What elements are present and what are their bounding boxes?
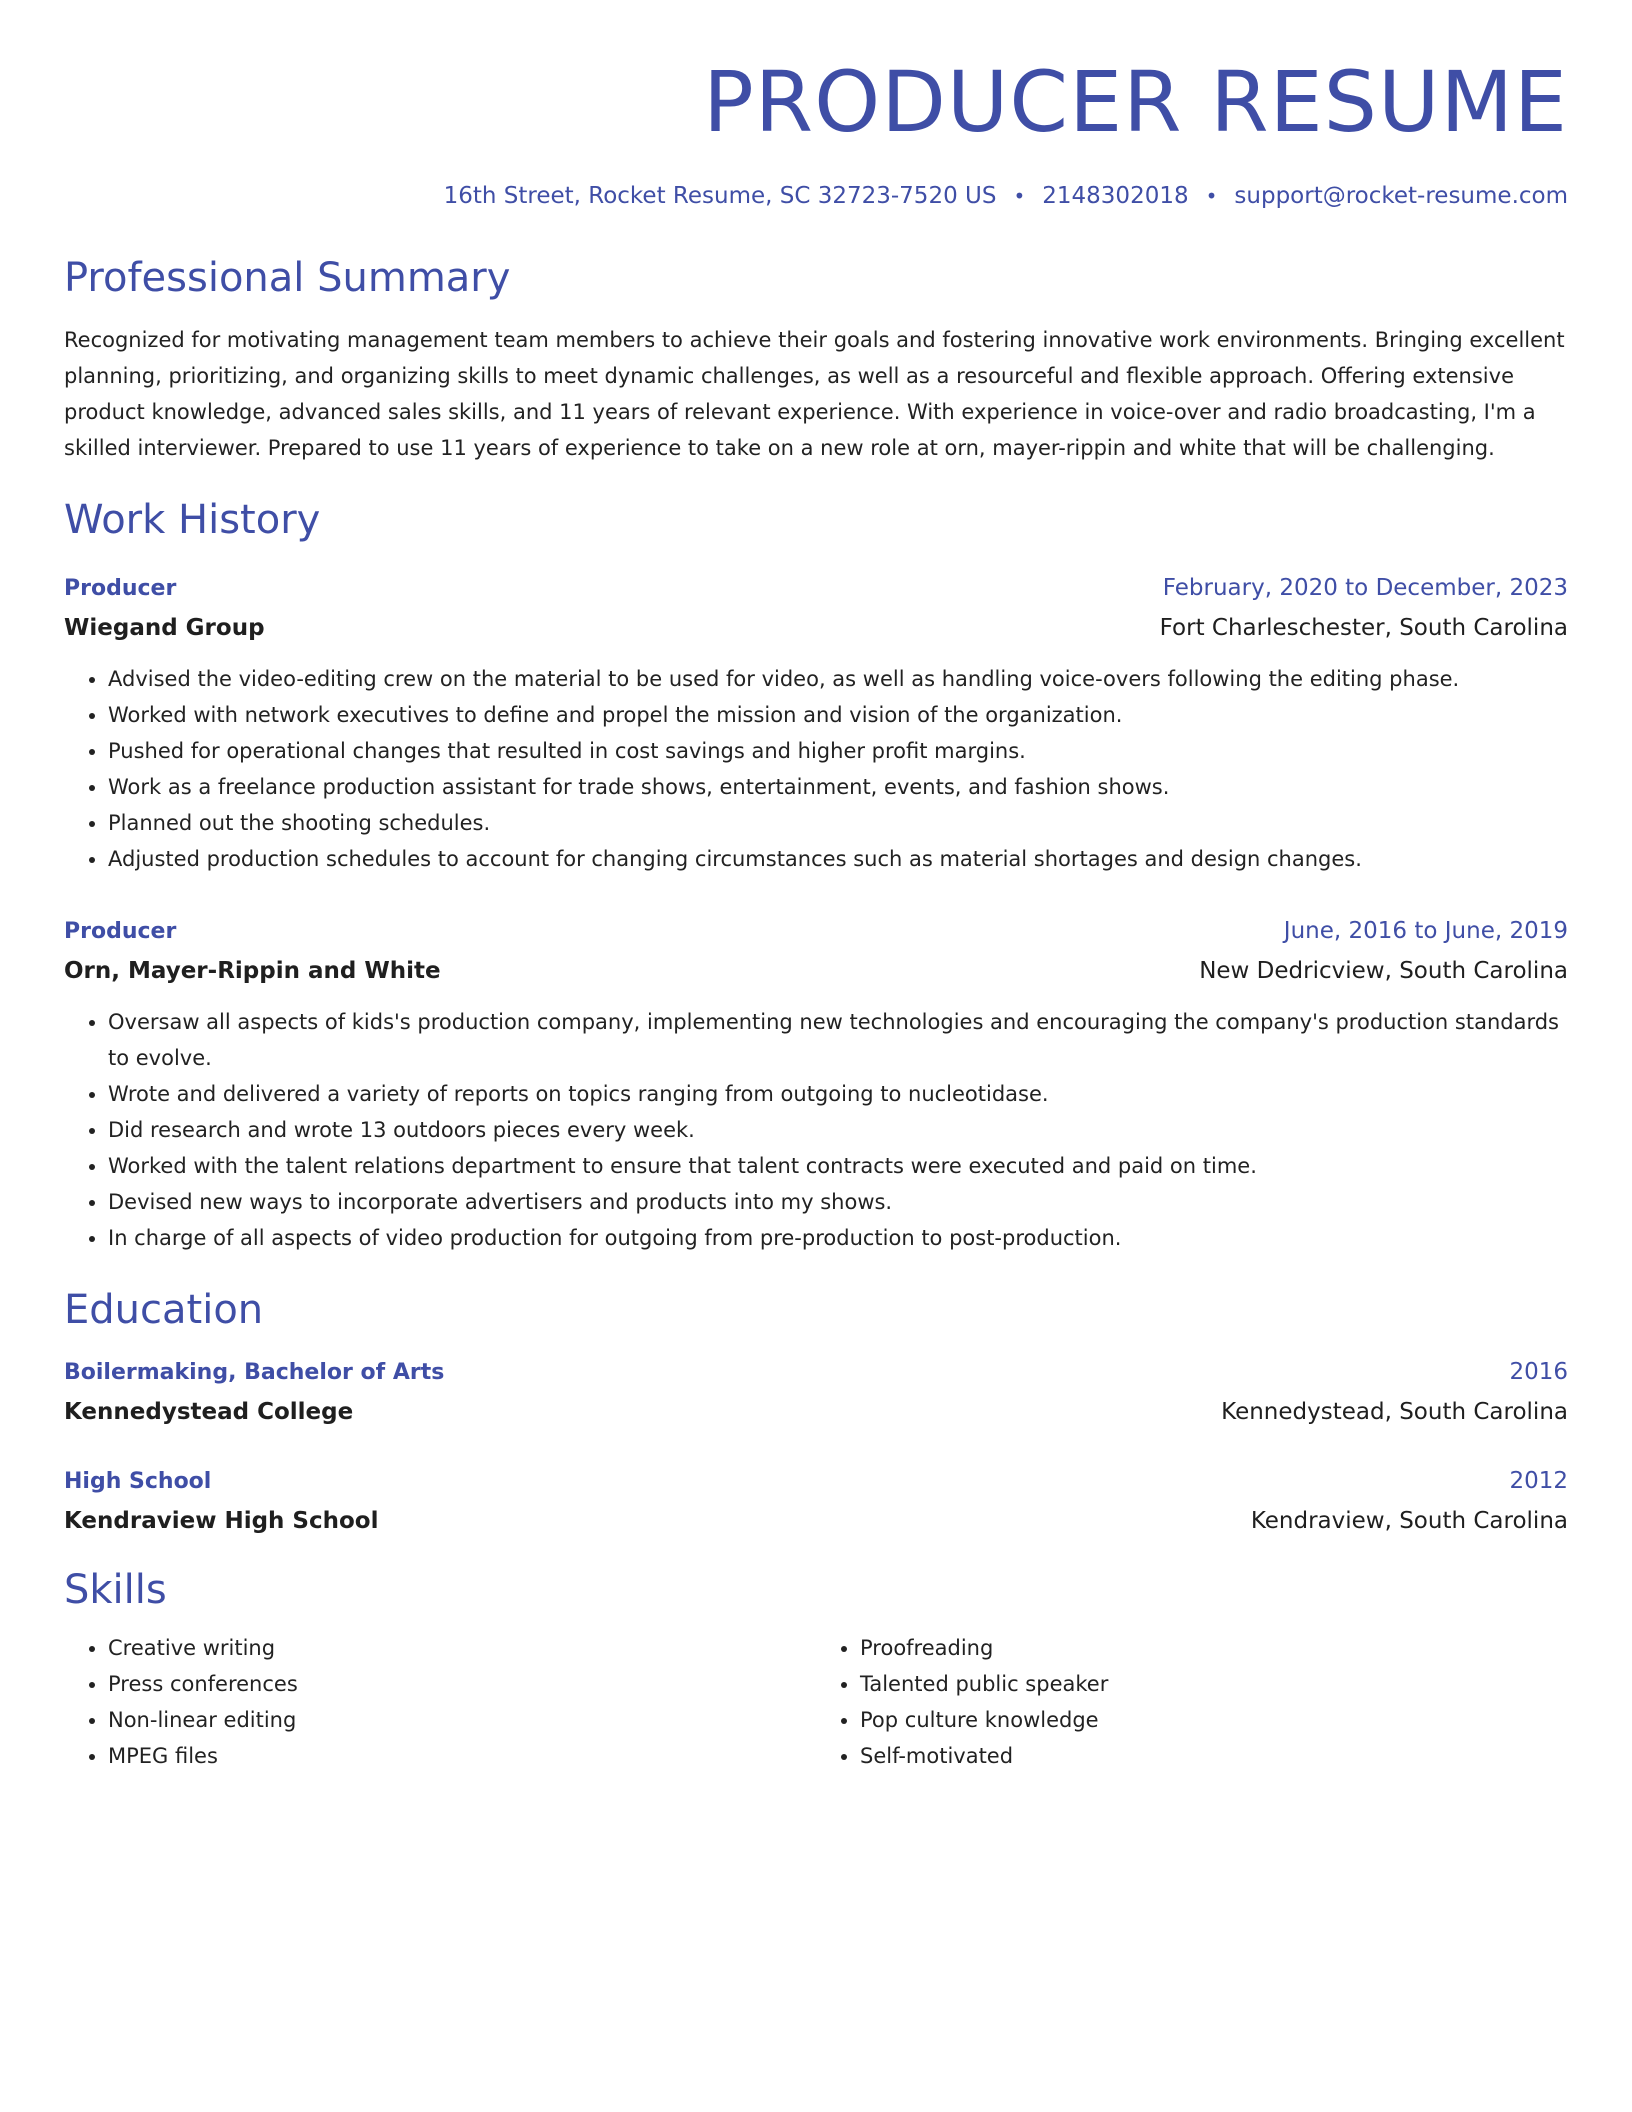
job-bullet: • Did research and wrote 13 outdoors pieces every week. [108,1112,1568,1148]
job-bullet: • Oversaw all aspects of kids's production company, implementing new technologies and encouraging the company's production standards to evolve. [108,1004,1568,1076]
skill-item: • Non-linear editing [108,1702,816,1738]
contact-separator: • [1205,184,1218,208]
job-role: Producer [64,919,177,944]
education-location: Kennedystead, South Carolina [1221,1399,1568,1425]
education-location: Kendraview, South Carolina [1250,1508,1568,1534]
education-header-row [64,1461,1568,1502]
skill-item: • Talented public speaker [860,1666,1568,1702]
education-year: 2012 [1509,1468,1568,1494]
skill-item: • Proofreading [860,1630,1568,1666]
job-bullet: • Work as a freelance production assistant for trade shows, entertainment, events, and fashion shows. [108,769,1568,805]
job-role: Producer [64,576,177,601]
job-company: Orn, Mayer-Rippin and White [64,958,441,984]
contact-line [64,180,1568,212]
job-bullet: • Wrote and delivered a variety of reports on topics ranging from outgoing to nucleotidase. [108,1076,1568,1112]
job-location: Fort Charleschester, South Carolina [1159,615,1568,641]
contact-separator: • [1013,184,1026,208]
job-bullets [64,661,1568,877]
skill-item: • Self-motivated [860,1738,1568,1774]
job-header-row [64,568,1568,609]
job-location: New Dedricview, South Carolina [1199,958,1568,984]
job-bullet: • Pushed for operational changes that resulted in cost savings and higher profit margins. [108,733,1568,769]
skill-item: • Creative writing [108,1630,816,1666]
education-degree: Boilermaking, Bachelor of Arts [64,1360,445,1385]
job-bullet: • Devised new ways to incorporate advertisers and products into my shows. [108,1184,1568,1220]
skill-item: • Pop culture knowledge [860,1702,1568,1738]
skills-list-left [64,1630,816,1774]
education-school-row [64,1393,1568,1431]
work-history-heading: Work History [64,497,321,543]
job-bullet: • Worked with network executives to define and propel the mission and vision of the organization. [108,697,1568,733]
resume-title: PRODUCER RESUME [703,53,1568,151]
job-bullet: • Planned out the shooting schedules. [108,805,1568,841]
job-bullet: • In charge of all aspects of video production for outgoing from pre-production to post-production. [108,1220,1568,1256]
job-bullet: • Adjusted production schedules to account for changing circumstances such as material shortages and design changes. [108,841,1568,877]
contact-phone: 2148302018 [1042,183,1189,209]
job-bullet: • Advised the video-editing crew on the material to be used for video, as well as handling voice-overs following the editing phase. [108,661,1568,697]
summary-text: Recognized for motivating management team members to achieve their goals and fostering innovative work environments. Bringing excellent planning, prioritizing, and organizing skills to meet dynamic challenges, as well as a resourceful and flexible approach. Offering extensive product knowledge, advanced sales skills, and 11 years of relevant experience. With experience in voice-over and radio broadcasting, I'm a skilled interviewer. Prepared to use 11 years of experience to take on a new role at orn, mayer-rippin and white that will be challenging. [64,328,1565,460]
summary-heading: Professional Summary [64,255,511,301]
job-bullet: • Worked with the talent relations department to ensure that talent contracts were executed and paid on time. [108,1148,1568,1184]
education-heading: Education [64,1287,264,1333]
education-school: Kendraview High School [64,1508,379,1534]
education-school-row [64,1502,1568,1540]
skills-heading: Skills [64,1567,167,1613]
job-dates: February, 2020 to December, 2023 [1162,575,1568,601]
education-entry [64,1461,1568,1540]
education-year: 2016 [1509,1359,1568,1385]
job-header-row [64,911,1568,952]
job-bullets [64,1004,1568,1256]
skill-item: • MPEG files [108,1738,816,1774]
skills-list-right [816,1630,1568,1774]
contact-address: 16th Street, Rocket Resume, SC 32723-7520 US [443,183,997,209]
skill-item: • Press conferences [108,1666,816,1702]
job-company: Wiegand Group [64,615,265,641]
job-company-row [64,609,1568,647]
education-entry [64,1352,1568,1431]
job-company-row [64,952,1568,990]
education-degree: High School [64,1469,212,1494]
education-header-row [64,1352,1568,1393]
contact-email: support@rocket-resume.com [1234,183,1568,209]
resume-header [64,52,1568,212]
education-school: Kennedystead College [64,1399,354,1425]
skills-grid [64,1630,1568,1774]
job-dates: June, 2016 to June, 2019 [1283,918,1568,944]
job-entry [64,911,1568,1256]
job-entry [64,568,1568,877]
